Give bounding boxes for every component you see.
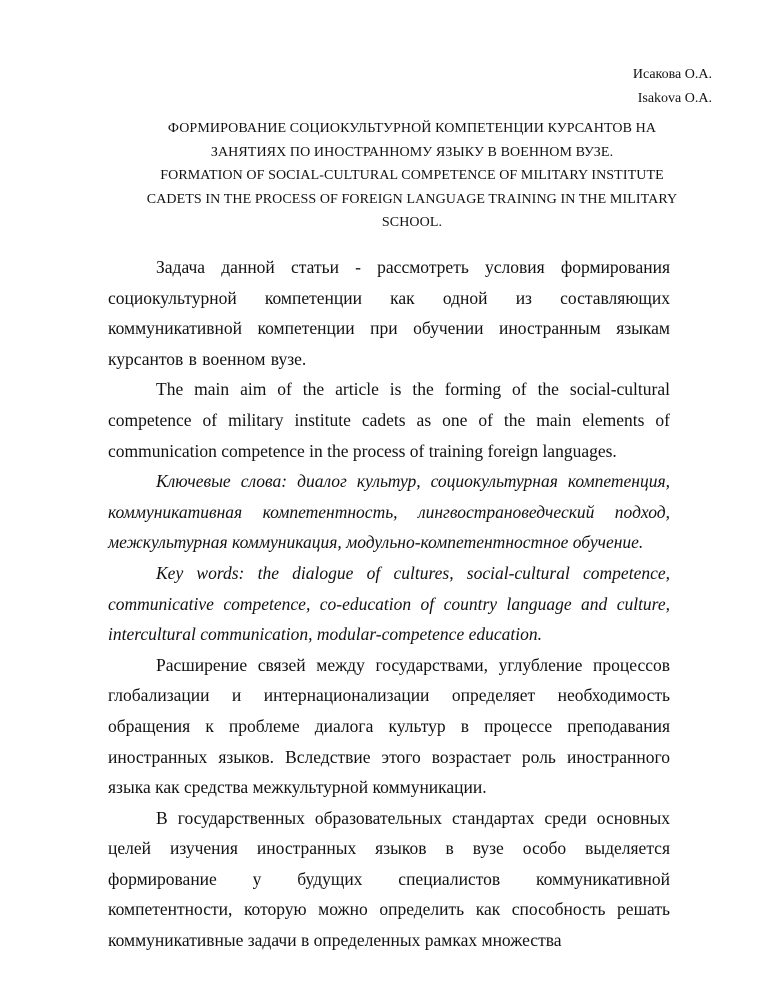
article-body (108, 252, 670, 956)
body-paragraph-1: Расширение связей между государствами, углубление процессов глобализации и интернационализации определяет необходимость обращения к проблеме диалога культур в процессе преподавания иностранных языков. Вследствие этого возрастает роль иностранного языка как средства межкультурной коммуникации. (108, 654, 670, 798)
keywords-ru: Ключевые слова: диалог культур, социокультурная компетенция, коммуникативная компетентность, лингвострановедческий подход, межкультурная коммуникация, модульно-компетентностное обучение. (108, 471, 670, 553)
title-en-line-1: FORMATION OF SOCIAL-CULTURAL COMPETENCE OF MILITARY INSTITUTE (160, 168, 664, 183)
title-en-line-2: CADETS IN THE PROCESS OF FOREIGN LANGUAGE TRAINING IN THE MILITARY (146, 191, 678, 207)
keywords-en: Key words: the dialogue of cultures, social-cultural competence, communicative competence, co-education of country language and culture, intercultural communication, modular-competence education. (108, 562, 670, 645)
abstract-ru: Задача данной статьи - рассмотреть условия формирования социокультурной компетенции как одной из составляющих коммуникативной компетенции при обучении иностранным языкам курсантов в военном вузе. (108, 257, 670, 369)
title-ru-line-1: ФОРМИРОВАНИЕ СОЦИОКУЛЬТУРНОЙ КОМПЕТЕНЦИИ КУРСАНТОВ НА (167, 121, 657, 136)
abstract-en: The main aim of the article is the forming of the social-cultural competence of military institute cadets as one of the main elements of communication competence in the process of training foreign languages. (108, 379, 670, 461)
author-name-en: Isakova O.A. (637, 91, 712, 106)
body-paragraph-2: В государственных образовательных стандартах среди основных целей изучения иностранных языков в вузе особо выделяется формирование у будущих специалистов коммуникативной компетентности, которую можно определить как способность решать коммуникативные задачи в определенных рамках множества (108, 807, 670, 951)
article-title (112, 117, 712, 235)
title-en-line-3: SCHOOL. (381, 215, 443, 230)
author-name-ru: Исакова О.А. (632, 67, 712, 82)
title-ru-line-2: ЗАНЯТИЯХ ПО ИНОСТРАННОМУ ЯЗЫКУ В ВОЕННОМ ВУЗЕ. (210, 144, 614, 160)
